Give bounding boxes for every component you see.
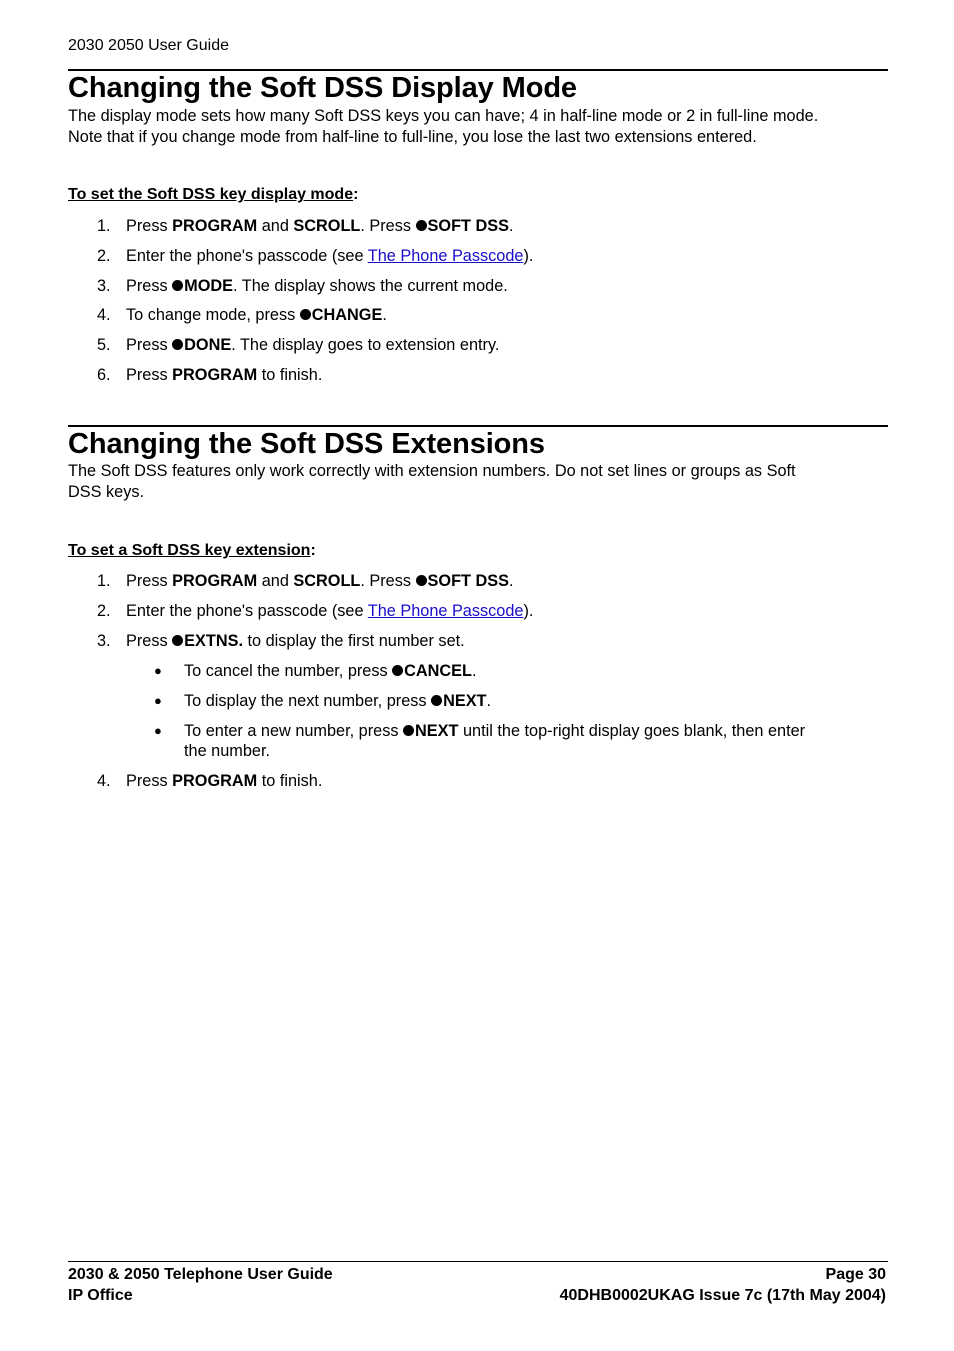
softkey-dot-icon bbox=[416, 575, 427, 586]
softkey-dot-icon bbox=[416, 220, 427, 231]
softkey-dot-icon bbox=[403, 725, 414, 736]
section2-rule bbox=[68, 425, 888, 427]
section2-intro-line2: DSS keys. bbox=[68, 482, 145, 501]
section1-intro-line2: Note that if you change mode from half-line to full-line, you lose the last two extensions entered. bbox=[68, 127, 757, 146]
section2-intro bbox=[68, 461, 888, 502]
softkey-dot-icon bbox=[172, 635, 183, 646]
section2-heading: Changing the Soft DSS Extensions bbox=[68, 428, 545, 460]
softkey-dot-icon bbox=[300, 309, 311, 320]
softkey-dot-icon bbox=[392, 665, 403, 676]
bullet-icon: ● bbox=[154, 693, 162, 708]
section2-intro-line1: The Soft DSS features only work correctly with extension numbers. Do not set lines or groups as Soft bbox=[68, 462, 796, 480]
section1-heading: Changing the Soft DSS Display Mode bbox=[68, 72, 577, 104]
phone-passcode-link[interactable]: The Phone Passcode bbox=[367, 247, 524, 265]
header-rule bbox=[68, 69, 888, 71]
section2-procedure-title: To set a Soft DSS key extension: bbox=[68, 542, 316, 559]
footer-product: IP Office bbox=[68, 1287, 133, 1304]
footer-right bbox=[560, 1264, 886, 1306]
running-header: 2030 2050 User Guide bbox=[68, 37, 229, 54]
footer-left bbox=[68, 1264, 333, 1306]
section1-intro-line1: The display mode sets how many Soft DSS keys you can have; 4 in half-line mode or 2 in full-line mode. bbox=[68, 107, 819, 125]
footer-page-number: Page 30 bbox=[825, 1266, 886, 1283]
softkey-dot-icon bbox=[172, 280, 183, 291]
bullet-icon: ● bbox=[154, 723, 162, 738]
softkey-dot-icon bbox=[431, 695, 442, 706]
phone-passcode-link[interactable]: The Phone Passcode bbox=[367, 602, 524, 620]
softkey-dot-icon bbox=[172, 339, 183, 350]
bullet-icon: ● bbox=[154, 663, 162, 678]
footer-doc-title: 2030 & 2050 Telephone User Guide bbox=[68, 1266, 333, 1283]
footer-rule bbox=[68, 1261, 888, 1262]
section1-intro bbox=[68, 106, 888, 147]
footer-doc-id: 40DHB0002UKAG Issue 7c (17th May 2004) bbox=[559, 1287, 886, 1304]
section1-procedure-title: To set the Soft DSS key display mode: bbox=[68, 186, 359, 203]
